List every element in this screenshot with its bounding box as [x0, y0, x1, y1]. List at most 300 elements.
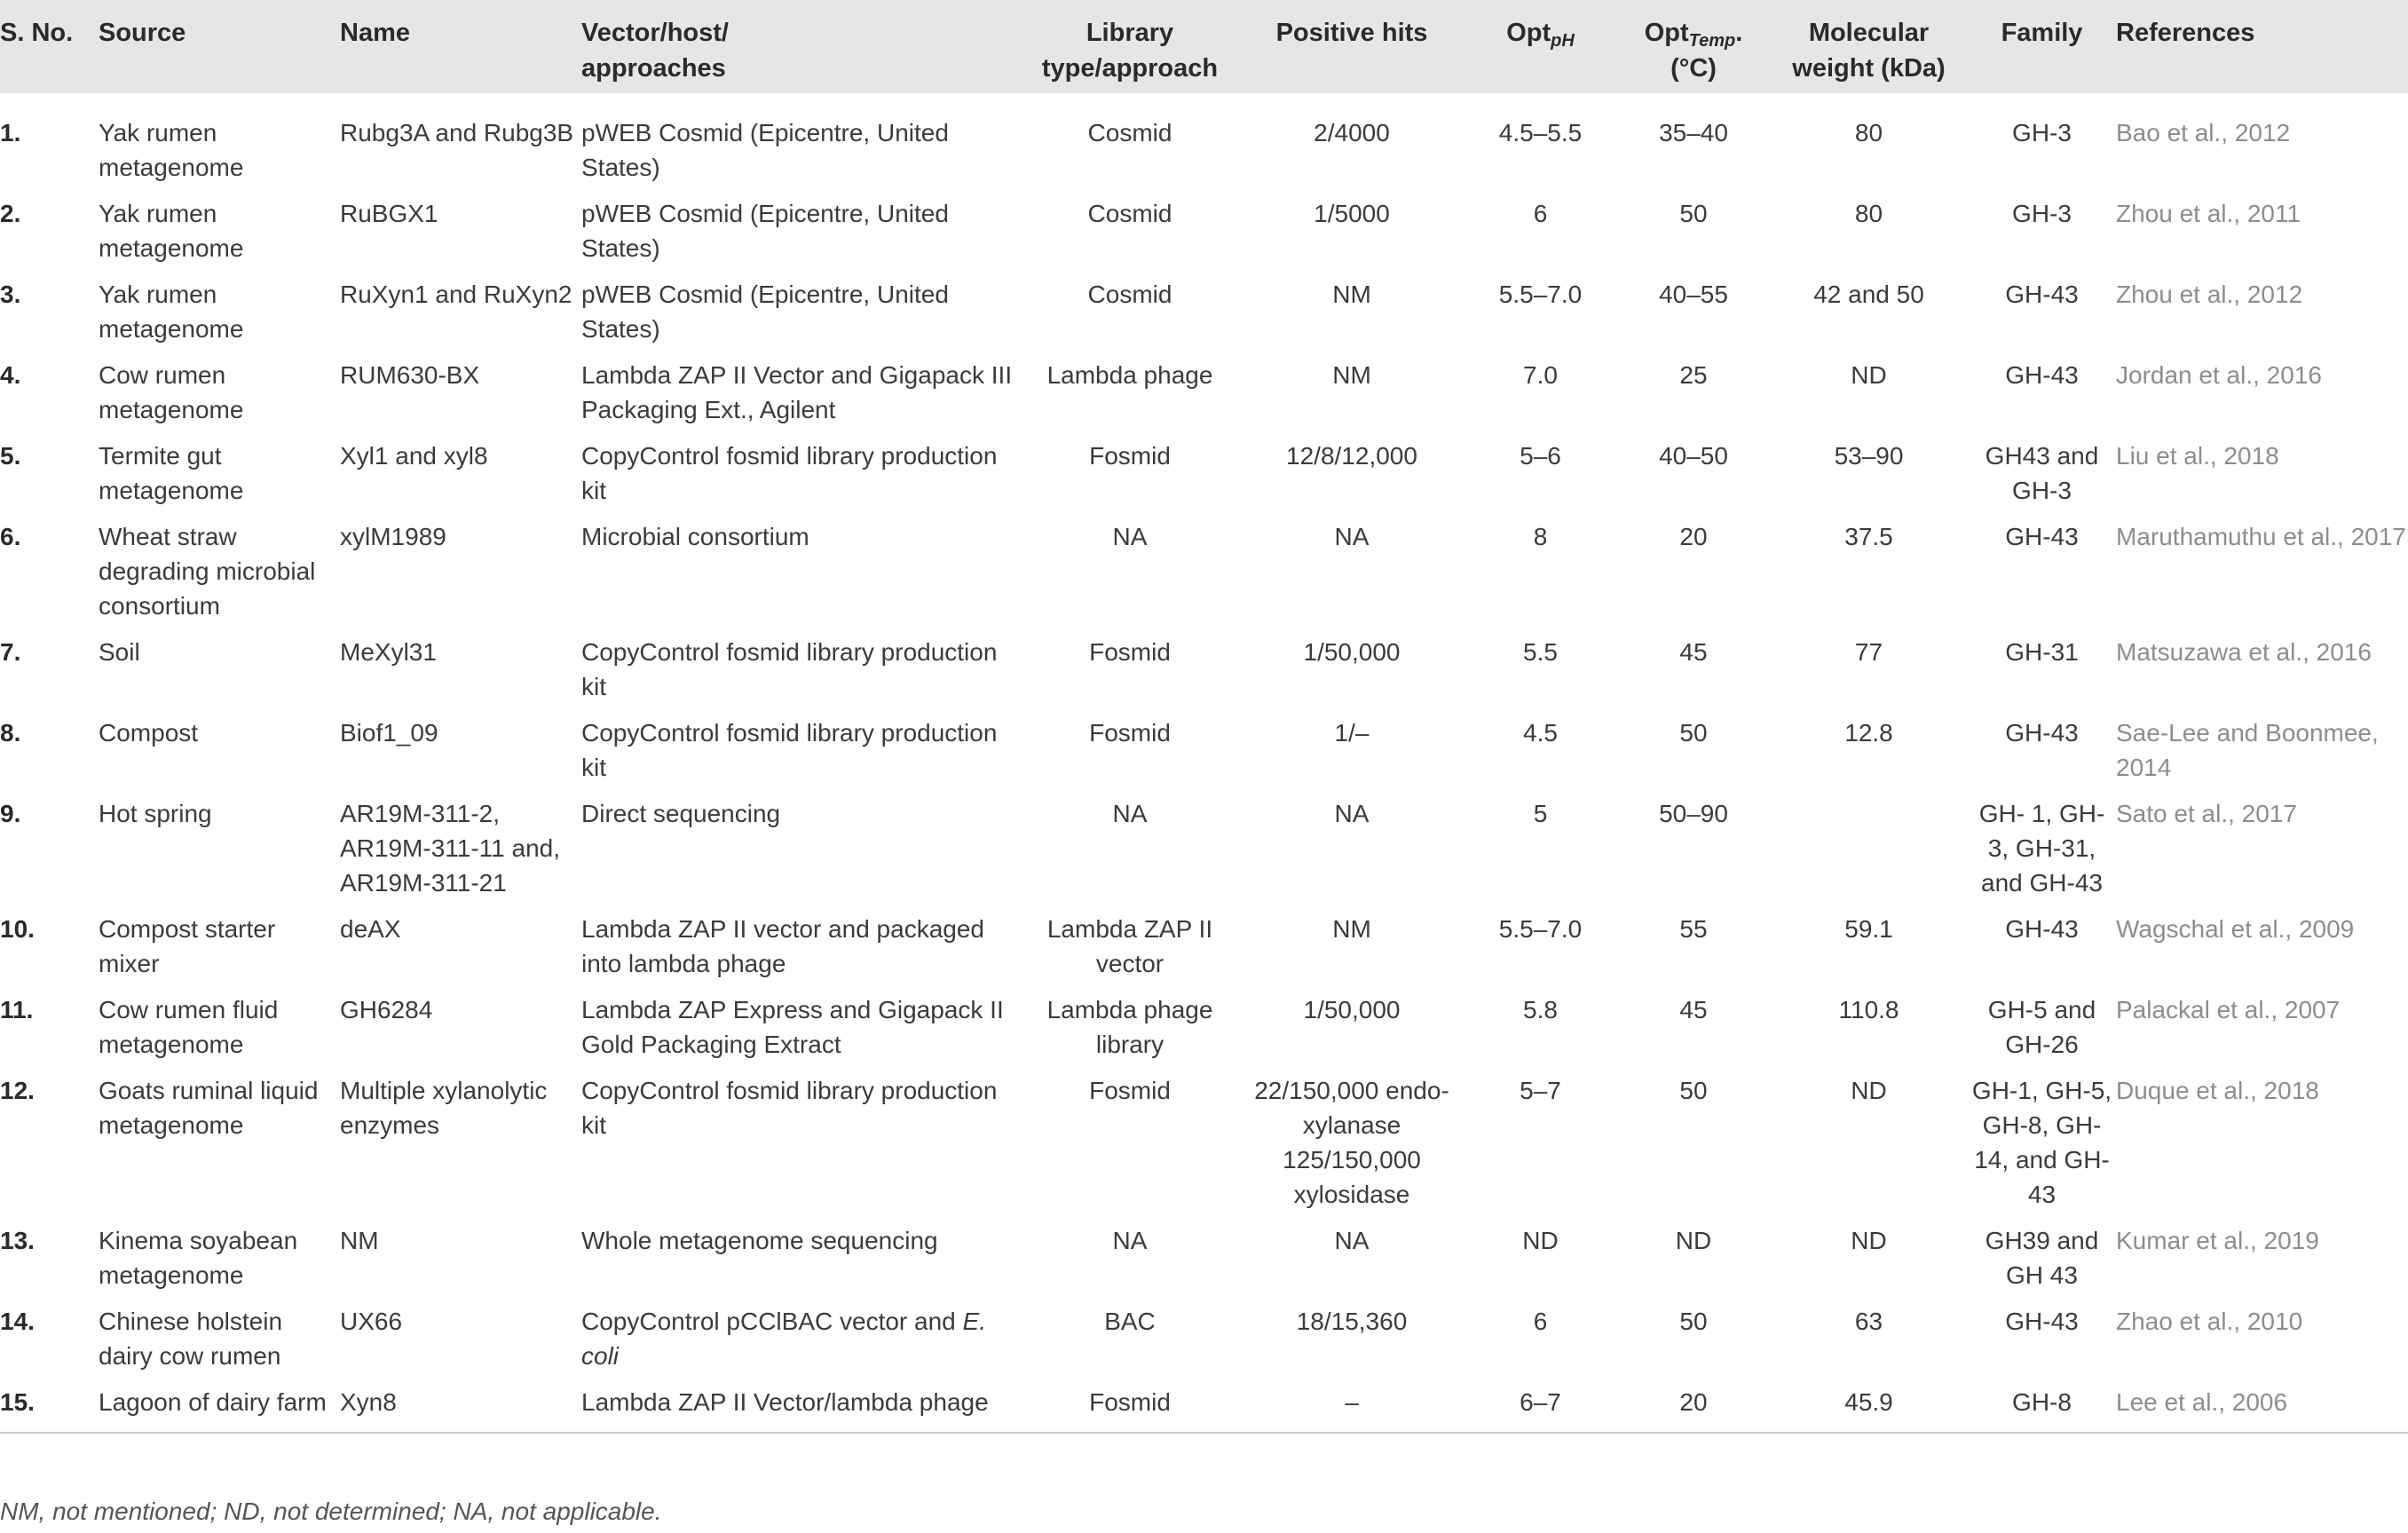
cell-molecular-weight: [1769, 509, 1969, 624]
cell-opt-temp: [1618, 901, 1769, 982]
cell-positive-hits: [1241, 428, 1463, 509]
cell-name-text: Rubg3A and Rubg3B: [340, 119, 574, 146]
cell-reference-text: Bao et al., 2012: [2116, 119, 2291, 146]
cell-library: [1019, 901, 1241, 982]
header-opt-temp-sub: Temp: [1688, 31, 1736, 51]
cell-library: [1019, 1213, 1241, 1293]
cell-opt-ph: [1463, 1293, 1618, 1374]
cell-molecular-weight-text: 80: [1854, 200, 1883, 227]
cell-name-text: AR19M-311-2, AR19M-311-11 and, AR19M-311-21: [340, 800, 560, 897]
cell-positive-hits: [1241, 901, 1463, 982]
cell-molecular-weight-text: ND: [1851, 361, 1887, 389]
cell-source: [98, 705, 339, 786]
cell-family-text: GH-43: [2005, 915, 2079, 943]
cell-reference-text: Jordan et al., 2016: [2116, 361, 2322, 389]
cell-vector: [580, 786, 1019, 901]
cell-name: [339, 266, 580, 347]
cell-source: [98, 1374, 339, 1433]
cell-molecular-weight: [1769, 428, 1969, 509]
cell-sno-text: 9.: [0, 800, 21, 827]
cell-vector-text: Lambda ZAP II vector and packaged into lambda phage: [581, 915, 984, 977]
header-library: [1019, 0, 1241, 93]
header-name: Name: [340, 19, 410, 47]
cell-opt-ph: [1463, 186, 1618, 266]
cell-molecular-weight: [1769, 1374, 1969, 1433]
cell-opt-ph-text: 6–7: [1520, 1388, 1561, 1416]
cell-library: [1019, 982, 1241, 1063]
cell-vector-text: CopyControl pCClBAC vector and: [581, 1308, 956, 1335]
cell-reference: [2115, 1063, 2408, 1213]
cell-positive-hits-text: 1/50,000: [1303, 996, 1401, 1023]
table-row: [0, 624, 2408, 705]
cell-library: [1019, 509, 1241, 624]
cell-source: [98, 786, 339, 901]
cell-opt-temp: [1618, 266, 1769, 347]
cell-library-text: Fosmid: [1089, 442, 1171, 470]
cell-positive-hits-text: NA: [1334, 523, 1370, 550]
cell-family-text: GH-43: [2005, 1308, 2079, 1335]
cell-sno-text: 5.: [0, 442, 21, 470]
cell-opt-ph-text: 5.8: [1523, 996, 1558, 1023]
cell-positive-hits: [1241, 93, 1463, 186]
cell-name-text: NM: [340, 1227, 379, 1254]
cell-source: [98, 186, 339, 266]
cell-name: [339, 901, 580, 982]
cell-opt-temp: [1618, 93, 1769, 186]
table-header-row: [0, 0, 2408, 93]
cell-opt-temp: [1618, 786, 1769, 901]
cell-sno-text: 7.: [0, 638, 21, 666]
cell-opt-ph-text: 5: [1533, 800, 1548, 827]
cell-opt-temp-text: 20: [1679, 523, 1708, 550]
cell-vector-text: CopyControl fosmid library production kit: [581, 719, 998, 781]
cell-opt-temp-text: 50: [1679, 1077, 1708, 1104]
header-source: Source: [99, 19, 186, 47]
cell-family: [1969, 93, 2115, 186]
cell-source-text: Yak rumen metagenome: [99, 281, 244, 343]
cell-opt-temp: [1618, 509, 1769, 624]
cell-vector: [580, 705, 1019, 786]
cell-library-text: Fosmid: [1089, 1077, 1171, 1104]
cell-opt-temp: [1618, 186, 1769, 266]
cell-positive-hits: [1241, 1063, 1463, 1213]
cell-opt-ph: [1463, 93, 1618, 186]
header-mw-line1: Molecular: [1808, 19, 1930, 47]
cell-family: [1969, 1293, 2115, 1374]
cell-reference-text: Lee et al., 2006: [2116, 1388, 2288, 1416]
cell-reference-text: Sae-Lee and Boonmee, 2014: [2116, 719, 2379, 781]
cell-source-text: Hot spring: [99, 800, 212, 827]
cell-positive-hits: [1241, 786, 1463, 901]
cell-name: [339, 347, 580, 428]
cell-library: [1019, 624, 1241, 705]
cell-sno-text: 15.: [0, 1388, 35, 1416]
cell-family: [1969, 509, 2115, 624]
cell-molecular-weight: [1769, 266, 1969, 347]
cell-positive-hits-text: 22/150,000 endo-xylanase 125/150,000 xylosidase: [1254, 1077, 1449, 1208]
cell-name: [339, 786, 580, 901]
cell-name-text: MeXyl31: [340, 638, 437, 666]
header-library-line2: type/approach: [1041, 54, 1219, 83]
header-vector-line1: Vector/host/: [581, 19, 729, 47]
cell-family-text: GH-43: [2005, 719, 2079, 747]
cell-source-text: Cow rumen metagenome: [99, 361, 244, 423]
cell-positive-hits: [1241, 1374, 1463, 1433]
cell-source-text: Termite gut metagenome: [99, 442, 244, 504]
cell-positive-hits-text: NA: [1334, 1227, 1370, 1254]
cell-name: [339, 1293, 580, 1374]
cell-opt-ph: [1463, 901, 1618, 982]
cell-sno-text: 8.: [0, 719, 21, 747]
cell-vector-text: Direct sequencing: [581, 800, 781, 827]
cell-sno: [0, 705, 98, 786]
cell-family-text: GH-43: [2005, 523, 2079, 550]
cell-vector-text: Lambda ZAP Express and Gigapack II Gold Packaging Extract: [581, 996, 1004, 1058]
cell-sno-text: 10.: [0, 915, 35, 943]
cell-opt-temp-text: 50: [1679, 200, 1708, 227]
cell-reference-text: Wagschal et al., 2009: [2116, 915, 2355, 943]
header-references: References: [2116, 19, 2255, 47]
cell-vector: [580, 1063, 1019, 1213]
cell-library: [1019, 1063, 1241, 1213]
cell-opt-ph: [1463, 1063, 1618, 1213]
cell-sno-text: 12.: [0, 1077, 35, 1104]
cell-sno: [0, 347, 98, 428]
cell-sno: [0, 93, 98, 186]
cell-molecular-weight-text: 45.9: [1844, 1388, 1893, 1416]
cell-opt-ph-text: 5.5–7.0: [1498, 915, 1583, 943]
cell-vector-text: CopyControl fosmid library production kit: [581, 442, 998, 504]
cell-molecular-weight-text: 12.8: [1844, 719, 1893, 747]
cell-vector-text: pWEB Cosmid (Epicentre, United States): [581, 119, 949, 181]
cell-name: [339, 93, 580, 186]
header-opt-temp-main: Opt: [1644, 19, 1689, 47]
cell-family-text: GH-43: [2005, 361, 2079, 389]
header-positive-hits: Positive hits: [1275, 19, 1428, 47]
cell-molecular-weight: [1769, 786, 1969, 901]
cell-opt-temp-text: 25: [1679, 361, 1708, 389]
cell-molecular-weight: [1769, 982, 1969, 1063]
cell-sno: [0, 1213, 98, 1293]
cell-family-text: GH- 1, GH-3, GH-31, and GH-43: [1978, 800, 2105, 897]
cell-sno: [0, 509, 98, 624]
header-opt-ph: [1463, 0, 1618, 93]
cell-reference: [2115, 982, 2408, 1063]
cell-name-text: Biof1_09: [340, 719, 438, 747]
cell-vector: [580, 266, 1019, 347]
cell-name-text: RuBGX1: [340, 200, 438, 227]
cell-vector-italic-text: E. coli: [581, 1308, 986, 1370]
cell-sno: [0, 901, 98, 982]
cell-source: [98, 93, 339, 186]
cell-family: [1969, 266, 2115, 347]
cell-molecular-weight-text: 110.8: [1838, 996, 1899, 1023]
cell-positive-hits-text: NM: [1332, 361, 1371, 389]
cell-library-text: NA: [1112, 800, 1148, 827]
cell-opt-temp: [1618, 1374, 1769, 1433]
cell-name: [339, 1063, 580, 1213]
cell-library-text: Cosmid: [1087, 119, 1172, 146]
cell-reference-text: Sato et al., 2017: [2116, 800, 2297, 827]
table-row: [0, 705, 2408, 786]
cell-opt-temp: [1618, 705, 1769, 786]
table-row: [0, 347, 2408, 428]
cell-source-text: Yak rumen metagenome: [99, 119, 244, 181]
header-mw-line2: weight (kDa): [1792, 54, 1946, 83]
cell-library: [1019, 186, 1241, 266]
cell-vector-text: Microbial consortium: [581, 523, 809, 550]
cell-library: [1019, 1374, 1241, 1433]
cell-positive-hits-text: 1/5000: [1314, 200, 1390, 227]
cell-library-text: BAC: [1104, 1308, 1156, 1335]
cell-positive-hits: [1241, 266, 1463, 347]
cell-reference: [2115, 509, 2408, 624]
table-row: [0, 1374, 2408, 1433]
cell-molecular-weight-text: ND: [1851, 1077, 1887, 1104]
cell-sno: [0, 786, 98, 901]
cell-family-text: GH-5 and GH-26: [1987, 996, 2096, 1058]
cell-positive-hits-text: NM: [1332, 915, 1371, 943]
table-row: [0, 786, 2408, 901]
cell-vector: [580, 428, 1019, 509]
header-sno: S. No.: [0, 19, 74, 47]
table-row: [0, 1293, 2408, 1374]
cell-source-text: Goats ruminal liquid metagenome: [99, 1077, 319, 1139]
cell-opt-ph-text: 5.5: [1523, 638, 1558, 666]
cell-positive-hits-text: 18/15,360: [1296, 1308, 1408, 1335]
cell-name-text: UX66: [340, 1308, 403, 1335]
cell-family-text: GH-31: [2005, 638, 2079, 666]
cell-reference-text: Maruthamuthu et al., 2017: [2116, 523, 2406, 550]
cell-opt-ph: [1463, 624, 1618, 705]
cell-molecular-weight: [1769, 93, 1969, 186]
cell-library: [1019, 428, 1241, 509]
cell-opt-temp: [1618, 624, 1769, 705]
cell-opt-ph: [1463, 705, 1618, 786]
cell-opt-temp: [1618, 428, 1769, 509]
cell-library: [1019, 266, 1241, 347]
cell-library: [1019, 786, 1241, 901]
cell-sno: [0, 982, 98, 1063]
cell-vector: [580, 509, 1019, 624]
cell-sno-text: 11.: [0, 996, 34, 1023]
cell-molecular-weight-text: 77: [1854, 638, 1883, 666]
cell-sno-text: 4.: [0, 361, 21, 389]
cell-family-text: GH-3: [2012, 200, 2072, 227]
cell-vector-text: Lambda ZAP II Vector and Gigapack III Packaging Ext., Agilent: [581, 361, 1013, 423]
cell-name-text: GH6284: [340, 996, 433, 1023]
cell-reference: [2115, 1374, 2408, 1433]
cell-library-text: NA: [1112, 1227, 1148, 1254]
cell-positive-hits-text: –: [1345, 1388, 1359, 1416]
cell-name-text: RUM630-BX: [340, 361, 480, 389]
cell-positive-hits: [1241, 347, 1463, 428]
cell-reference: [2115, 705, 2408, 786]
cell-family: [1969, 186, 2115, 266]
header-molecular-weight: [1769, 0, 1969, 93]
cell-opt-temp: [1618, 1293, 1769, 1374]
cell-name: [339, 186, 580, 266]
header-opt-ph-sub: pH: [1551, 31, 1575, 51]
cell-opt-temp-text: ND: [1675, 1227, 1712, 1254]
cell-opt-temp: [1618, 347, 1769, 428]
cell-source-text: Compost: [99, 719, 199, 747]
cell-source-text: Wheat straw degrading microbial consortium: [99, 523, 316, 620]
cell-library-text: Cosmid: [1087, 281, 1172, 308]
cell-family-text: GH43 and GH-3: [1985, 442, 2099, 504]
cell-vector: [580, 1293, 1019, 1374]
cell-sno-text: 14.: [0, 1308, 35, 1335]
cell-source: [98, 982, 339, 1063]
header-opt-temp: [1618, 0, 1769, 93]
cell-reference: [2115, 347, 2408, 428]
cell-library-text: Fosmid: [1089, 1388, 1171, 1416]
cell-reference: [2115, 624, 2408, 705]
cell-sno: [0, 1293, 98, 1374]
cell-reference-text: Duque et al., 2018: [2116, 1077, 2319, 1104]
cell-family: [1969, 1063, 2115, 1213]
cell-positive-hits-text: 2/4000: [1314, 119, 1390, 146]
cell-reference-text: Zhou et al., 2011: [2116, 200, 2301, 227]
cell-positive-hits-text: 12/8/12,000: [1286, 442, 1417, 470]
cell-library-text: Lambda phage library: [1046, 996, 1213, 1058]
cell-sno: [0, 186, 98, 266]
cell-name: [339, 1374, 580, 1433]
cell-reference-text: Kumar et al., 2019: [2116, 1227, 2319, 1254]
cell-opt-temp-text: 40–55: [1659, 281, 1728, 308]
header-library-line1: Library: [1086, 19, 1174, 47]
cell-source-text: Soil: [99, 638, 140, 666]
cell-library: [1019, 1293, 1241, 1374]
cell-source: [98, 901, 339, 982]
cell-name-text: xylM1989: [340, 523, 446, 550]
cell-molecular-weight: [1769, 1213, 1969, 1293]
cell-reference: [2115, 901, 2408, 982]
cell-source: [98, 347, 339, 428]
cell-opt-temp-text: 20: [1679, 1388, 1708, 1416]
cell-molecular-weight: [1769, 1063, 1969, 1213]
cell-source: [98, 1293, 339, 1374]
cell-opt-ph-text: 7.0: [1523, 361, 1558, 389]
cell-vector-text: Whole metagenome sequencing: [581, 1227, 938, 1254]
table-row: [0, 509, 2408, 624]
cell-positive-hits: [1241, 982, 1463, 1063]
cell-opt-ph: [1463, 1213, 1618, 1293]
cell-reference-text: Palackal et al., 2007: [2116, 996, 2341, 1023]
table-row: [0, 901, 2408, 982]
cell-opt-temp-text: 50: [1679, 719, 1708, 747]
table-row: [0, 982, 2408, 1063]
cell-positive-hits: [1241, 1213, 1463, 1293]
cell-source: [98, 266, 339, 347]
cell-library-text: Fosmid: [1089, 719, 1171, 747]
cell-sno: [0, 1063, 98, 1213]
cell-sno: [0, 1374, 98, 1433]
table-row: [0, 428, 2408, 509]
cell-source-text: Lagoon of dairy farm: [99, 1388, 327, 1416]
cell-opt-ph: [1463, 266, 1618, 347]
cell-family-text: GH-43: [2005, 281, 2079, 308]
cell-opt-temp-text: 45: [1679, 638, 1708, 666]
cell-family: [1969, 1374, 2115, 1433]
cell-source-text: Yak rumen metagenome: [99, 200, 244, 262]
cell-molecular-weight-text: ND: [1851, 1227, 1887, 1254]
cell-vector: [580, 186, 1019, 266]
cell-reference: [2115, 428, 2408, 509]
cell-reference: [2115, 186, 2408, 266]
cell-opt-ph: [1463, 428, 1618, 509]
cell-vector: [580, 982, 1019, 1063]
cell-name-text: RuXyn1 and RuXyn2: [340, 281, 572, 308]
cell-positive-hits-text: NA: [1334, 800, 1370, 827]
cell-name-text: Xyn8: [340, 1388, 397, 1416]
cell-vector: [580, 93, 1019, 186]
cell-vector-text: Lambda ZAP II Vector/lambda phage: [581, 1388, 989, 1416]
table-row: [0, 186, 2408, 266]
cell-family-text: GH-1, GH-5, GH-8, GH-14, and GH-43: [1971, 1077, 2112, 1208]
header-opt-temp-dot: .: [1735, 19, 1743, 47]
cell-library: [1019, 705, 1241, 786]
cell-opt-ph-text: 8: [1533, 523, 1548, 550]
cell-sno-text: 1.: [0, 119, 21, 146]
cell-reference-text: Matsuzawa et al., 2016: [2116, 638, 2372, 666]
cell-molecular-weight-text: 53–90: [1834, 442, 1904, 470]
cell-opt-ph-text: 6: [1533, 200, 1548, 227]
cell-opt-ph-text: 5–6: [1520, 442, 1561, 470]
header-vector: [580, 0, 1019, 93]
cell-sno-text: 13.: [0, 1227, 35, 1254]
table-body: [0, 93, 2408, 1433]
cell-positive-hits-text: 1/–: [1334, 719, 1370, 747]
cell-opt-temp-text: 50: [1679, 1308, 1708, 1335]
cell-source: [98, 1063, 339, 1213]
cell-molecular-weight: [1769, 624, 1969, 705]
cell-sno: [0, 266, 98, 347]
cell-molecular-weight-text: 63: [1854, 1308, 1883, 1335]
cell-opt-temp-text: 55: [1679, 915, 1708, 943]
cell-library-text: NA: [1112, 523, 1148, 550]
cell-vector-text: CopyControl fosmid library production kit: [581, 638, 998, 700]
cell-family-text: GH-3: [2012, 119, 2072, 146]
cell-molecular-weight: [1769, 705, 1969, 786]
cell-reference: [2115, 1213, 2408, 1293]
cell-family: [1969, 901, 2115, 982]
cell-positive-hits: [1241, 509, 1463, 624]
cell-sno-text: 6.: [0, 523, 21, 550]
cell-library: [1019, 93, 1241, 186]
header-opt-temp-unit: (°C): [1670, 54, 1717, 83]
cell-reference: [2115, 266, 2408, 347]
cell-opt-ph: [1463, 982, 1618, 1063]
cell-library: [1019, 347, 1241, 428]
cell-positive-hits-text: 1/50,000: [1303, 638, 1401, 666]
cell-opt-ph: [1463, 786, 1618, 901]
cell-opt-ph-text: 5.5–7.0: [1498, 281, 1583, 308]
cell-family: [1969, 428, 2115, 509]
table-row: [0, 1213, 2408, 1293]
cell-family-text: GH39 and GH 43: [1985, 1227, 2099, 1289]
cell-library-text: Cosmid: [1087, 200, 1172, 227]
cell-sno-text: 2.: [0, 200, 21, 227]
header-vector-line2: approaches: [581, 54, 726, 83]
cell-source: [98, 1213, 339, 1293]
cell-library-text: Lambda ZAP II vector: [1046, 915, 1213, 977]
header-opt-ph-main: Opt: [1506, 19, 1551, 47]
cell-name-text: deAX: [340, 915, 401, 943]
cell-opt-temp: [1618, 1213, 1769, 1293]
cell-reference-text: Zhou et al., 2012: [2116, 281, 2303, 308]
cell-vector: [580, 901, 1019, 982]
